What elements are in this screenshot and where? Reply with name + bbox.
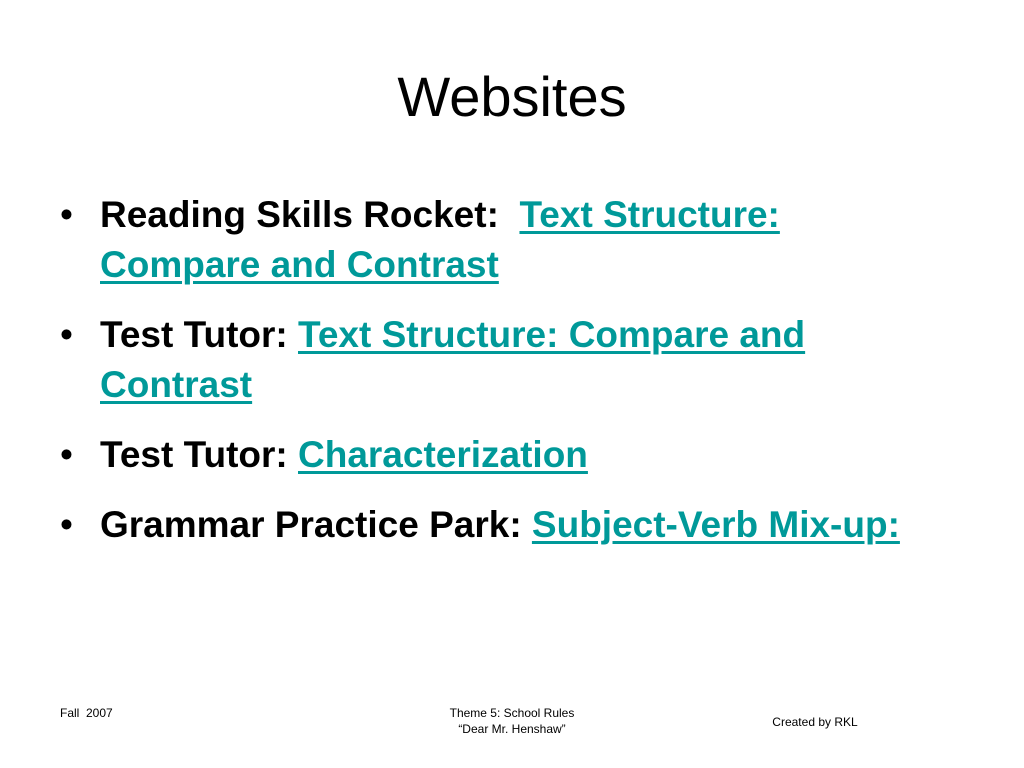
- bullet-icon: •: [60, 434, 73, 475]
- website-link[interactable]: Characterization: [298, 434, 588, 475]
- bullet-icon: •: [60, 314, 73, 355]
- bullet-label: Reading Skills Rocket:: [100, 194, 499, 235]
- website-link[interactable]: Subject-Verb Mix-up:: [531, 504, 900, 545]
- footer-date: Fall 2007: [60, 706, 113, 720]
- footer-author: Created by RKL: [772, 715, 858, 729]
- website-link[interactable]: Text Structure: Compare and Contrast: [100, 194, 780, 285]
- footer-theme-line2: “Dear Mr. Henshaw”: [458, 722, 566, 736]
- website-link[interactable]: Text Structure: Compare and Contrast: [100, 314, 806, 405]
- bullet-label: Grammar Practice Park:: [100, 504, 522, 545]
- bullet-list: [60, 190, 950, 570]
- bullet-icon: •: [60, 504, 73, 545]
- bullet-label: Test Tutor:: [100, 434, 288, 475]
- bullet-icon: •: [60, 194, 73, 235]
- slide-title: Websites: [397, 65, 627, 128]
- list-item: [60, 190, 950, 290]
- list-item: [60, 500, 950, 550]
- list-item: [60, 310, 950, 410]
- footer-theme-line1: Theme 5: School Rules: [449, 706, 575, 720]
- list-item: [60, 430, 950, 480]
- bullet-label: Test Tutor:: [100, 314, 288, 355]
- footer-theme: [412, 705, 612, 737]
